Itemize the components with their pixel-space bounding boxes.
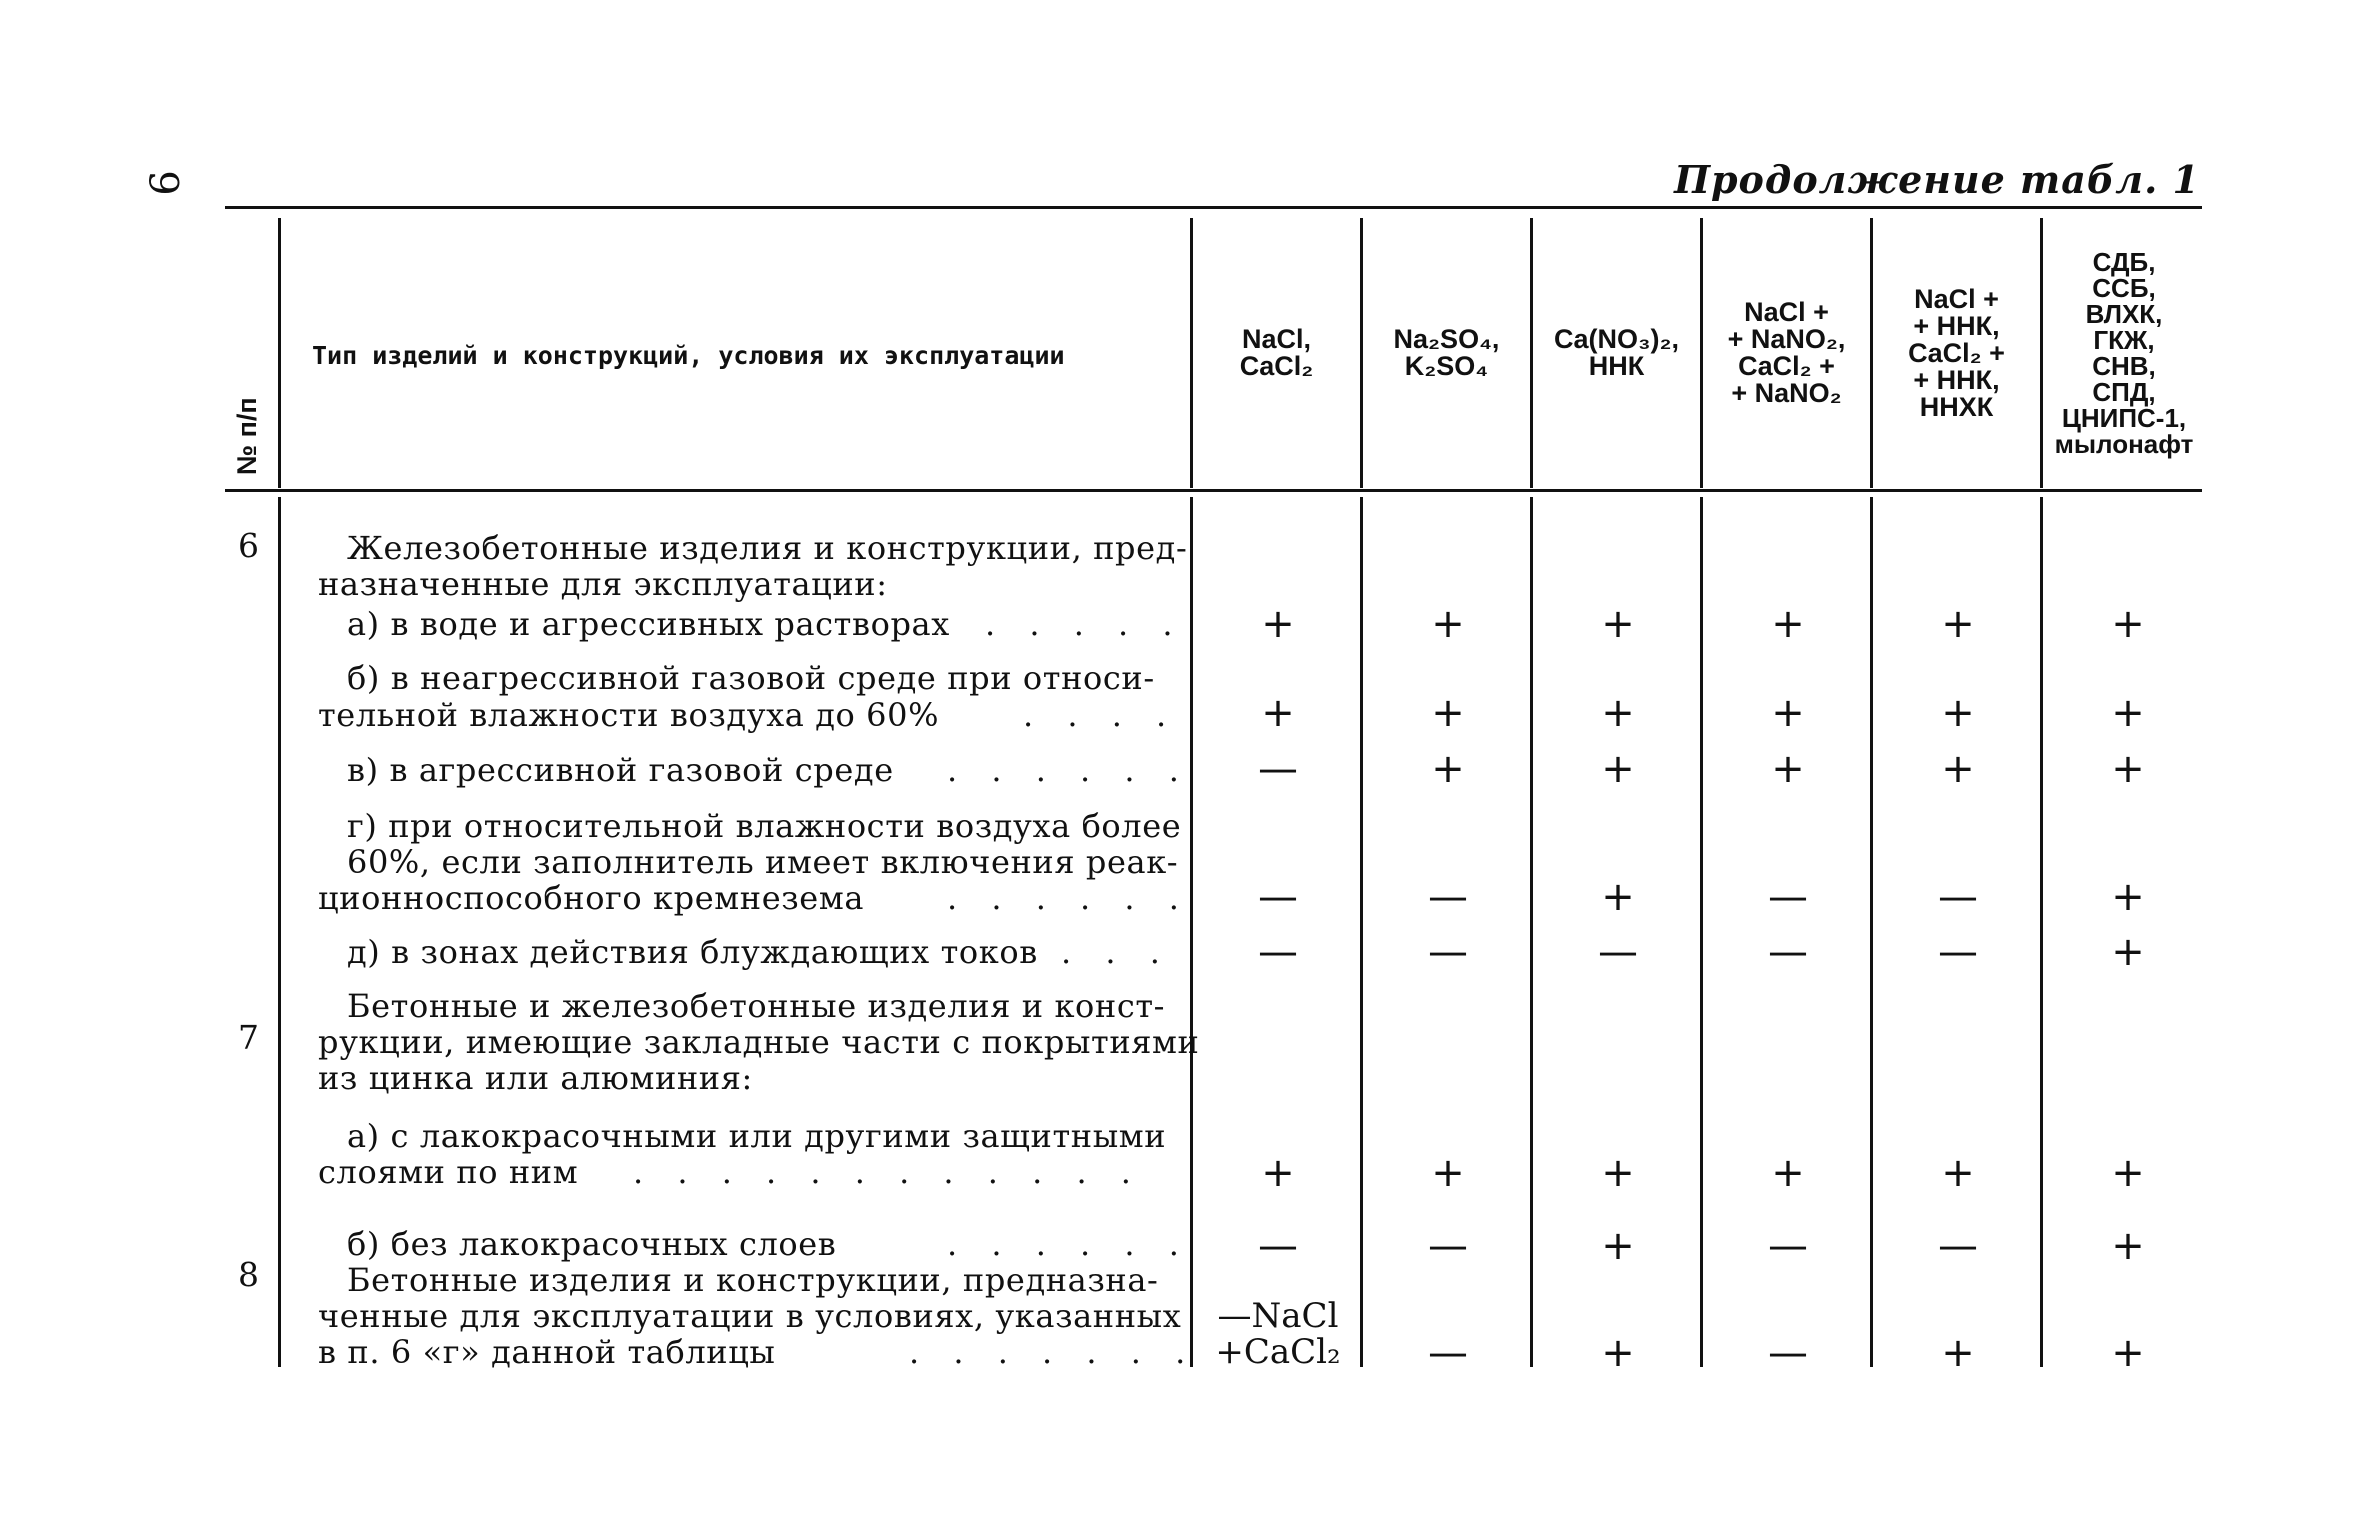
row-text-line: в) в агрессивной газовой среде: [347, 751, 894, 789]
mark-cell: +: [1941, 746, 1975, 792]
mark-cell: +: [1941, 690, 1975, 736]
dot-leader: . . . . .: [985, 605, 1185, 643]
mark-cell: —: [1938, 874, 1978, 920]
row-text-line: ционноспособного кремнезема: [318, 879, 864, 917]
mark-cell: +: [1601, 1223, 1635, 1269]
mark-cell: +: [1431, 746, 1465, 792]
header-col-3: Ca(NO₃)₂, ННК: [1554, 324, 1679, 381]
mark-cell: —: [1428, 874, 1468, 920]
mark-cell: +: [1601, 1330, 1635, 1376]
mark-cell: +: [2111, 929, 2145, 975]
row-text-line: тельной влажности воздуха до 60%: [318, 696, 940, 734]
mark-cell: +: [1941, 601, 1975, 647]
mark-cell: +: [1771, 690, 1805, 736]
mark-cell: —: [1768, 929, 1808, 975]
mark-cell: —: [1258, 874, 1298, 920]
header-number: № п/п: [232, 397, 262, 475]
header-bottom-rule: [225, 489, 2202, 492]
row-text-line: Бетонные изделия и конструкции, предназна-: [347, 1261, 1159, 1299]
dot-leader: . . . . . . .: [909, 1333, 1198, 1371]
mark-cell: +: [1601, 1150, 1635, 1196]
row-text-line: а) в воде и агрессивных растворах: [347, 605, 950, 643]
header-type: Тип изделий и конструкций, условия их эксплуатации: [312, 341, 1065, 370]
row-text-line: слоями по ним: [318, 1153, 579, 1191]
mark-cell: +: [1771, 601, 1805, 647]
mark-cell: —: [1768, 1223, 1808, 1269]
body-divider: [278, 497, 281, 1367]
header-col-4: NaCl + + NaNO₂, CaCl₂ + + NaNO₂: [1727, 297, 1846, 408]
mark-cell: +: [1431, 1150, 1465, 1196]
row-text-line: д) в зонах действия блуждающих токов: [347, 933, 1038, 971]
dot-leader: . . . . . .: [947, 751, 1191, 789]
mark-cell: —: [1938, 929, 1978, 975]
mark-cell: —: [1768, 874, 1808, 920]
mark-cell: —: [1938, 1223, 1978, 1269]
mark-cell: —: [1258, 929, 1298, 975]
mark-cell: +: [1941, 1330, 1975, 1376]
row-text-line: в п. 6 «г» данной таблицы: [318, 1333, 776, 1371]
row-text-line: б) без лакокрасочных слоев: [347, 1225, 837, 1263]
row-number-8: 8: [238, 1255, 259, 1294]
row-text-line: из цинка или алюминия:: [318, 1059, 753, 1097]
page-number: 9: [139, 170, 186, 196]
mark-cell: +: [2111, 1150, 2145, 1196]
row-text-line: назначенные для эксплуатации:: [318, 565, 888, 603]
mark-cell: +: [2111, 746, 2145, 792]
mark-cell: +: [1261, 1150, 1295, 1196]
row-number-7: 7: [238, 1018, 259, 1057]
mark-cell: +: [1601, 601, 1635, 647]
mark-cell: —: [1768, 1330, 1808, 1376]
row-text-line: Бетонные и железобетонные изделия и конст-: [347, 987, 1166, 1025]
mark-cell: +: [2111, 1330, 2145, 1376]
mark-cell: +: [1261, 690, 1295, 736]
mark-cell: +: [2111, 1223, 2145, 1269]
mark-cell: —: [1428, 929, 1468, 975]
dot-leader: . . . .: [1023, 696, 1179, 734]
dot-leader: . . .: [1061, 933, 1172, 971]
mark-cell: +: [1431, 690, 1465, 736]
mark-cell: +: [1601, 690, 1635, 736]
mark-cell: +: [1771, 746, 1805, 792]
mark-cell: —: [1258, 1223, 1298, 1269]
header-col-5: NaCl + + ННК, CaCl₂ + + ННК, ННХК: [1908, 283, 2005, 422]
row-text-line: 60%, если заполнитель имеет включения реак-: [347, 843, 1179, 881]
row-text-line: г) при относительной влажности воздуха более: [347, 807, 1182, 845]
header-col-6: СДБ, ССБ, ВЛХК, ГКЖ, СНВ, СПД, ЦНИПС-1, мылонафт: [2054, 247, 2194, 459]
mark-cell: —: [1428, 1330, 1468, 1376]
mark-cell: +: [2111, 601, 2145, 647]
mark-cell: +: [1601, 746, 1635, 792]
row-text-line: ченные для эксплуатации в условиях, указанных: [318, 1297, 1182, 1335]
row-number-6: 6: [238, 526, 259, 565]
mark-cell: +: [1771, 1150, 1805, 1196]
mark-cell: +: [2111, 690, 2145, 736]
mark-cell: —NaCl +CaCl₂: [1215, 1296, 1341, 1372]
header-col-1: NaCl, CaCl₂: [1239, 324, 1314, 381]
dot-leader: . . . . . .: [947, 879, 1191, 917]
mark-cell: —: [1258, 746, 1298, 792]
table-caption: Продолжение табл. 1: [1674, 157, 2200, 202]
row-text-line: б) в неагрессивной газовой среде при относи-: [347, 659, 1155, 697]
dot-leader: . . . . . . . . . . . .: [633, 1153, 1143, 1191]
mark-cell: —: [1428, 1223, 1468, 1269]
table-top-rule: [225, 206, 2202, 209]
mark-cell: +: [1941, 1150, 1975, 1196]
row-text-line: а) с лакокрасочными или другими защитными: [347, 1117, 1167, 1155]
mark-cell: +: [1431, 601, 1465, 647]
mark-cell: —: [1598, 929, 1638, 975]
row-text-line: Железобетонные изделия и конструкции, пред-: [347, 529, 1188, 567]
header-divider: [278, 218, 281, 488]
mark-cell: +: [2111, 874, 2145, 920]
header-col-2: Na₂SO₄, K₂SO₄: [1393, 324, 1500, 381]
row-text-line: рукции, имеющие закладные части с покрытиями: [318, 1023, 1200, 1061]
dot-leader: . . . . . .: [947, 1225, 1191, 1263]
mark-cell: +: [1261, 601, 1295, 647]
mark-cell: +: [1601, 874, 1635, 920]
